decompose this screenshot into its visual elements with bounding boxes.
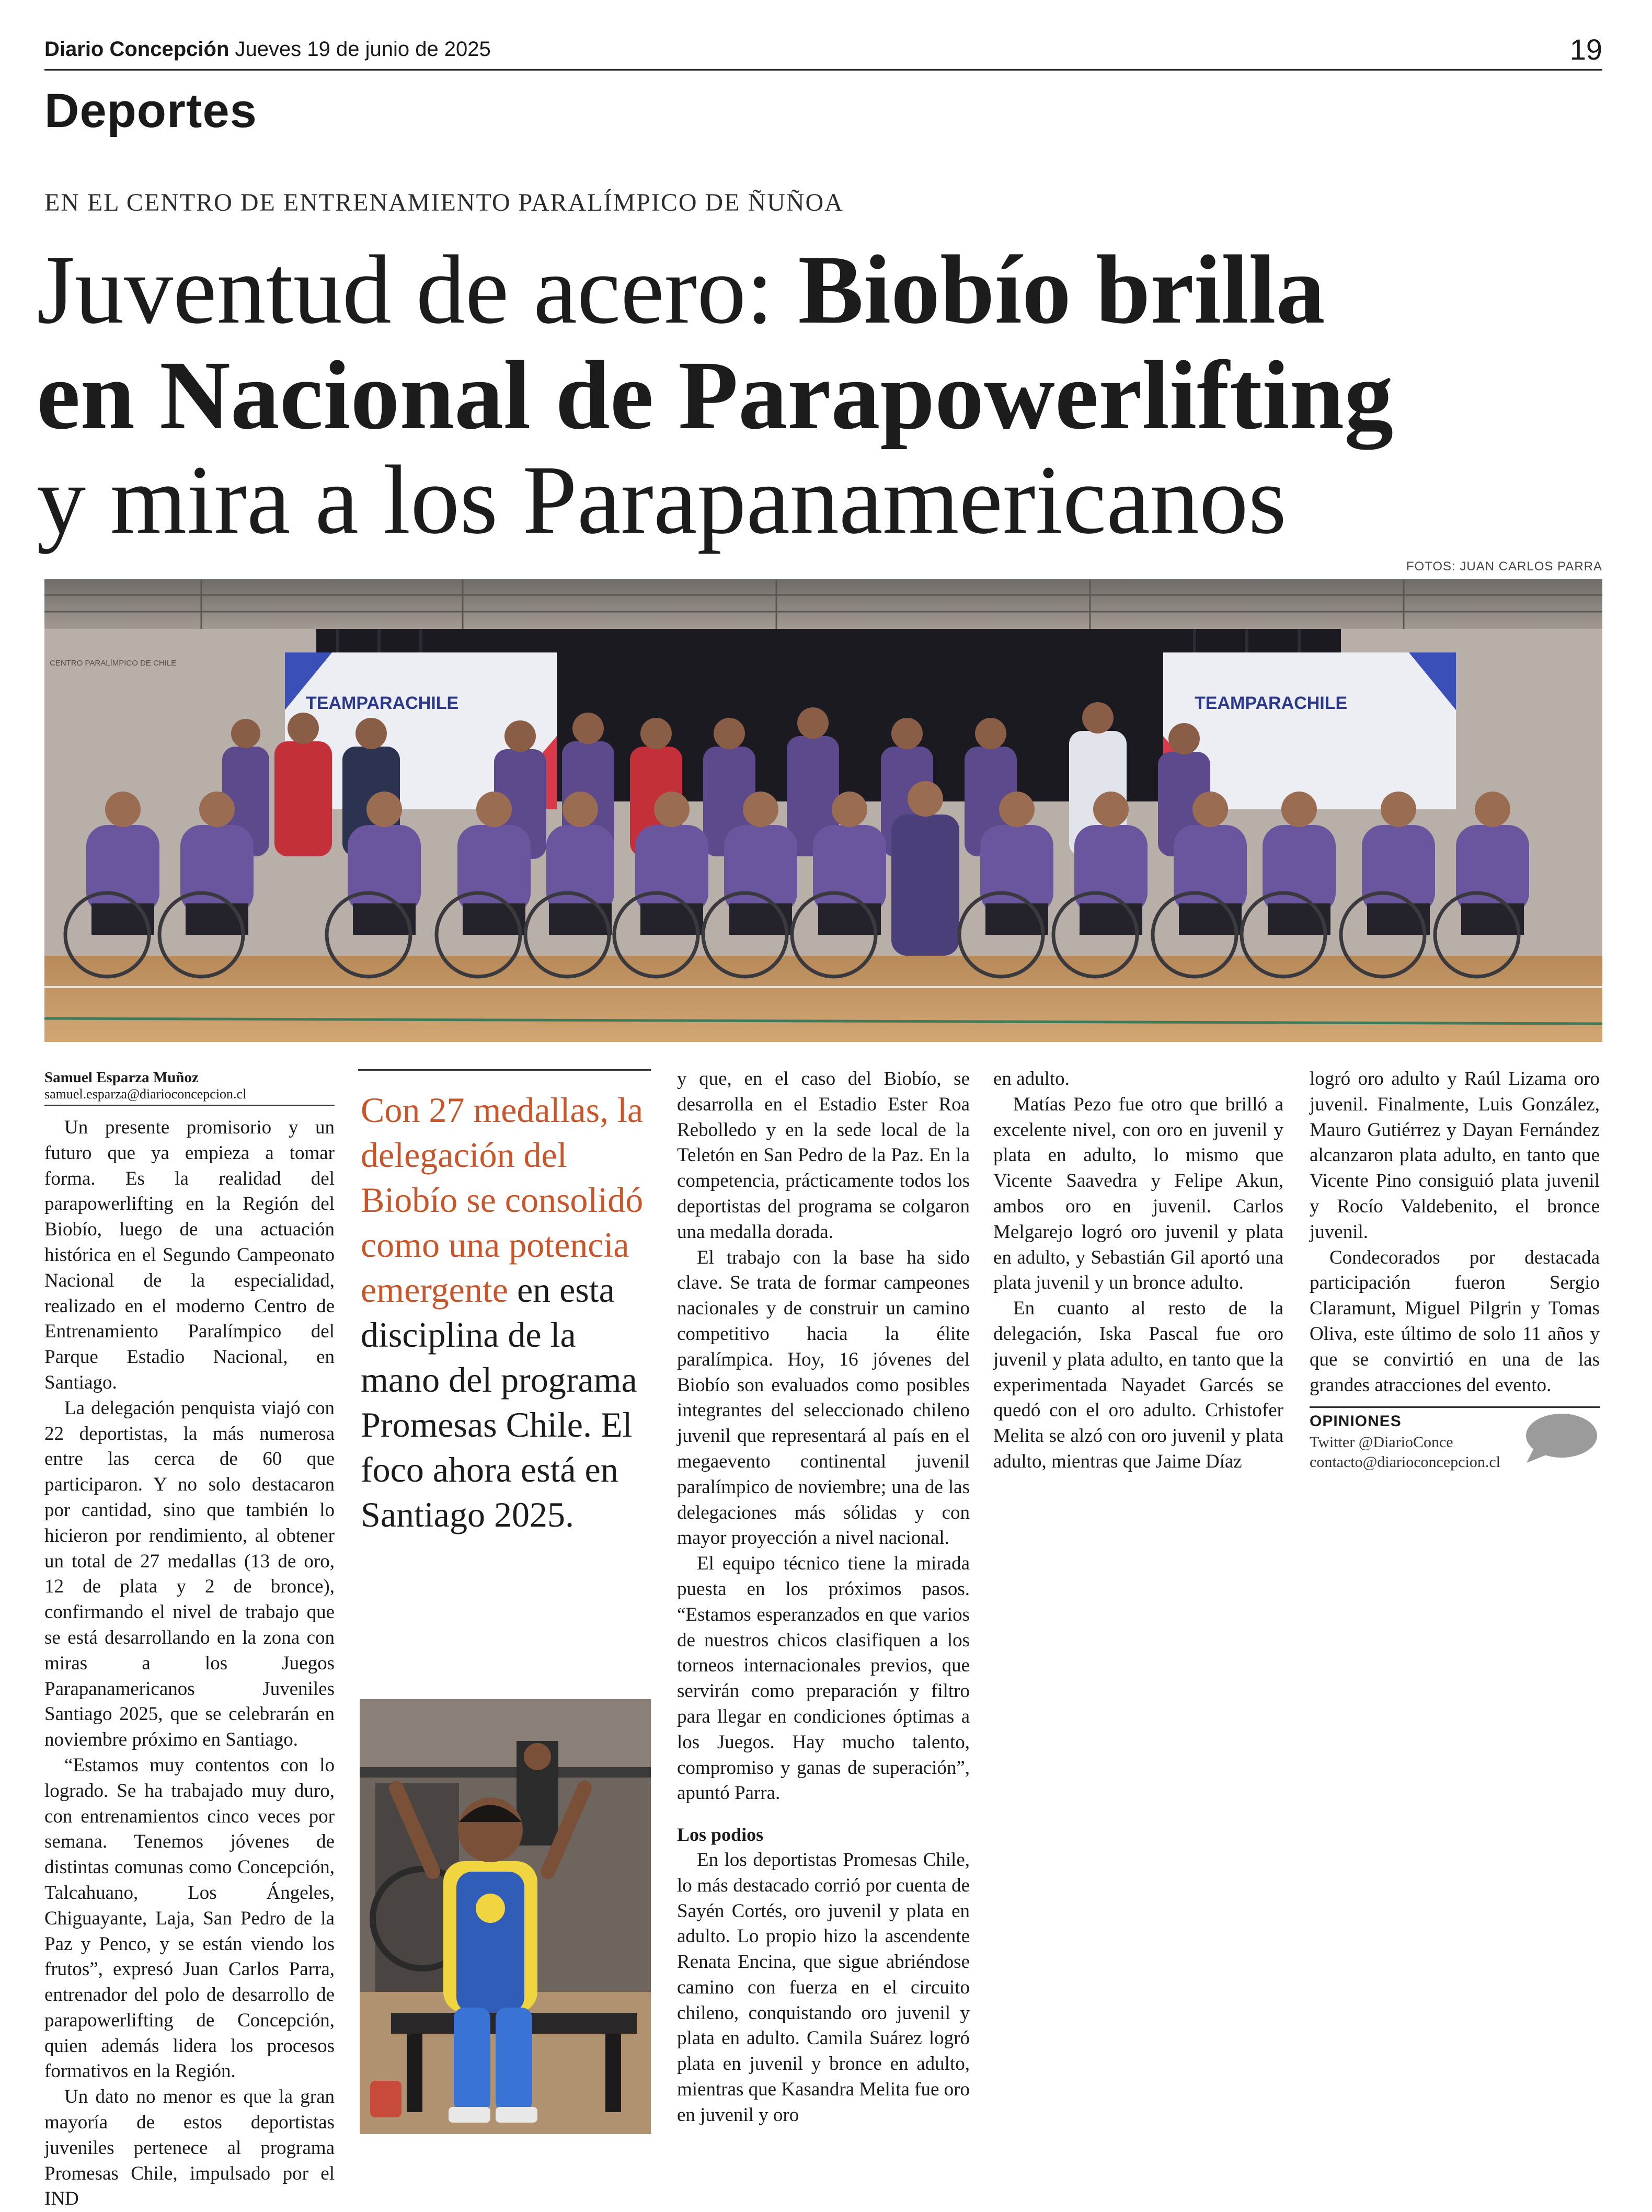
paragraph: logró oro adulto y Raúl Lizama oro juvenil. Finalmente, Luis González, Mauro Gutiérrez y Dayan Fernández alcanzaron plata adulto, en tanto que Vicente Pino consiguió plata juvenil y Rocío Valdebenito, el bronce juvenil.: [1310, 1068, 1600, 1243]
kicker: EN EL CENTRO DE ENTRENAMIENTO PARALÍMPICO DE ÑUÑOA: [44, 189, 844, 216]
section-title: Deportes: [44, 84, 257, 137]
speech-bubble-icon: [1522, 1412, 1598, 1464]
paragraph: Condecorados por destacada participación fueron Sergio Claramunt, Miguel Pilgrin y Tomas Oliva, este último de solo 11 años y que se convirtió en una de las grandes atracciones del evento.: [1310, 1246, 1600, 1396]
opinions-title: OPINIONES: [1310, 1413, 1402, 1430]
article-column-4: [993, 1067, 1283, 1475]
team-photo-illustration: [44, 579, 1602, 1042]
pull-quote-accent: Con 27 medallas, la delegación del Biobío se consolidó como una potencia emergente: [361, 1090, 644, 1310]
paragraph: Un presente promisorio y un futuro que ya empieza a tomar forma. Es la realidad del parapowerlifting en la Región del Biobío, luego de una actuación histórica en el Segundo Campeonato Nacional de la especialidad, realizado en el moderno Centro de Entrenamiento Paralímpico del Parque Estadio Nacional, en Santiago.: [44, 1117, 335, 1393]
paragraph: En cuanto al resto de la delegación, Iska Pascal fue oro juvenil y plata adulto, en tanto que la experimentada Nayadet Garcés se quedó con el oro adulto. Crhistofer Melita se alzó con oro juvenil y plata adulto, mientras que Jaime Díaz: [993, 1298, 1283, 1472]
photo-credit: FOTOS: JUAN CARLOS PARRA: [1406, 559, 1602, 574]
banner-text-right: TEAMPARACHILE: [1195, 693, 1348, 713]
byline-rule: [44, 1105, 335, 1106]
article-column-1: [44, 1115, 335, 2212]
pull-quote: [361, 1087, 653, 1537]
article-column-3: [677, 1067, 970, 2128]
masthead: [44, 38, 491, 61]
headline-line-3: y mira a los Parapanamericanos: [37, 445, 1287, 554]
wall-text: CENTRO PARALÍMPICO DE CHILE: [50, 659, 177, 668]
paragraph: y que, en el caso del Biobío, se desarrolla en el Estadio Ester Roa Rebolledo y en la sede local de la Teletón en San Pedro de la Paz. En la competencia, prácticamente todos los deportistas del programa se colgaron una medalla dorada.: [677, 1068, 970, 1243]
author-name: Samuel Esparza Muñoz: [44, 1069, 199, 1086]
issue-date: Jueves 19 de junio de 2025: [235, 38, 491, 61]
paragraph: El trabajo con la base ha sido clave. Se trata de formar campeones nacionales y de construir un camino competitivo hacia la élite paralímpica. Hoy, 16 jóvenes del Biobío son evaluados como posibles integrantes del seleccionado chileno juvenil que representará al país en el megaevento continental juvenil paralímpico de noviembre; una de las delegaciones más sólidas y con mayor proyección a nivel nacional.: [677, 1246, 970, 1549]
athlete-photo: [360, 1699, 651, 2134]
article-column-5: [1310, 1067, 1600, 1398]
headline-bold: Biobío brilla: [798, 235, 1325, 344]
author-email[interactable]: samuel.esparza@diarioconcepcion.cl: [44, 1086, 247, 1102]
opinions-twitter[interactable]: Twitter @DiarioConce: [1310, 1434, 1453, 1451]
page-number: 19: [1569, 33, 1602, 66]
headline-light: Juventud de acero:: [37, 235, 798, 344]
paragraph: El equipo técnico tiene la mirada puesta en los próximos pasos. “Estamos esperanzados en que varios de nuestros chicos clasifiquen a los torneos internacionales previos, que servirán como preparación y filtro para llegar en condiciones óptimas a los Juegos. Hay mucho talento, compromiso y ganas de superación”, apuntó Parra.: [677, 1553, 970, 1804]
paragraph: Matías Pezo fue otro que brilló a excelente nivel, con oro en juvenil y plata en adulto, lo mismo que Vicente Saavedra y Felipe Akun, ambos oro en juvenil. Carlos Melgarejo logró oro juvenil y plata en adulto, y Sebastián Gil aportó una plata juvenil y un bronce adulto.: [993, 1093, 1283, 1294]
opinions-email[interactable]: contacto@diarioconcepcion.cl: [1310, 1453, 1500, 1471]
subhead: Los podios: [677, 1824, 764, 1846]
pull-quote-rule: [358, 1069, 651, 1071]
paragraph: “Estamos muy contentos con lo logrado. Se ha trabajado muy duro, con entrenamientos cinco veces por semana. Tenemos jóvenes de distintas comunas como Concepción, Talcahuano, Los Ángeles, Chiguayante, Laja, San Pedro de la Paz y Penco, y se están viendo los frutos”, expresó Juan Carlos Parra, entrenador del polo de desarrollo de parapowerlifting de Concepción, quien además lidera los procesos formativos en la Región.: [44, 1754, 335, 2082]
athlete-photo-illustration: [360, 1699, 651, 2134]
banner-text-left: TEAMPARACHILE: [306, 693, 459, 713]
paragraph: Un dato no menor es que la gran mayoría de estos deportistas juveniles pertenece al programa Promesas Chile, impulsado por el IND: [44, 2086, 335, 2210]
top-rule: [44, 69, 1602, 71]
paragraph: En los deportistas Promesas Chile, lo más destacado corrió por cuenta de Sayén Cortés, oro juvenil y plata en adulto. Lo propio hizo la ascendente Renata Encina, que sigue abriéndose camino con fuerza en el circuito chileno, conquistando oro juvenil y plata en adulto. Camila Suárez logró plata en juvenil y bronce en adulto, mientras que Kasandra Melita fue oro en juvenil y oro: [677, 1849, 970, 2126]
opinions-rule: [1310, 1406, 1600, 1408]
pull-quote-rest: en esta disciplina de la mano del programa Promesas Chile. El foco ahora está en Santiago 2025.: [361, 1270, 637, 1534]
paragraph: en adulto.: [993, 1068, 1070, 1090]
paragraph: La delegación penquista viajó con 22 deportistas, la más numerosa entre las cerca de 60 que participaron. Y no solo destacaron por cantidad, sino que también lo hicieron por rendimiento, al obtener un total de 27 medallas (13 de oro, 12 de plata y 2 de bronce), confirmando el nivel de trabajo que se está desarrollando en la zona con miras a los Juegos Parapanamericanos Juveniles Santiago 2025, que se celebrarán en noviembre próximo en Santiago.: [44, 1397, 335, 1751]
headline-line-1: [37, 235, 1325, 344]
headline-line-2: en Nacional de Parapowerlifting: [37, 340, 1394, 450]
publication-name: Diario Concepción: [44, 38, 230, 61]
team-photo: [44, 579, 1602, 1042]
